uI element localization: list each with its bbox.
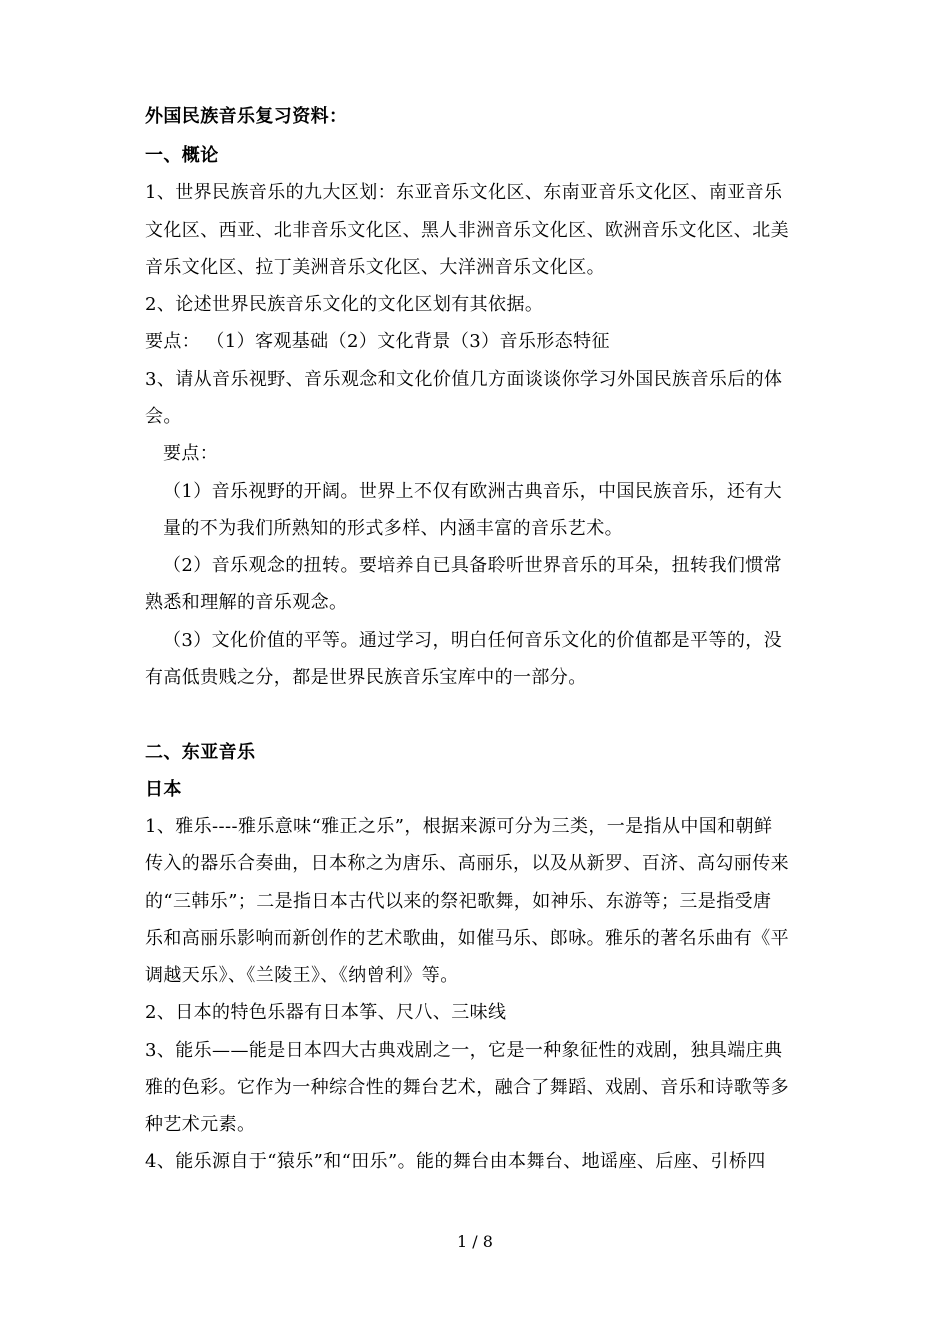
paragraph-line: 调越天乐》、《兰陵王》、《纳曾利》等。 [145,965,459,986]
paragraph-line: 3、能乐——能是日本四大古典戏剧之一，它是一种象征性的戏剧，独具端庄典 [145,1040,783,1061]
paragraph-line: 传入的器乐合奏曲，日本称之为唐乐、高丽乐，以及从新罗、百济、高勾丽传来 [145,853,789,874]
paragraph-line: 2、日本的特色乐器有日本筝、尺八、三味线 [145,1002,507,1023]
paragraph-line: 文化区、西亚、北非音乐文化区、黑人非洲音乐文化区、欧洲音乐文化区、北美 [145,220,789,241]
point-line: （3）文化价值的平等。通过学习，明白任何音乐文化的价值都是平等的，没 [163,630,783,651]
section-heading-overview: 一、概论 [145,145,219,166]
paragraph-line: 要点： （1）客观基础（2）文化背景（3）音乐形态特征 [145,331,610,352]
paragraph-line: 种艺术元素。 [145,1114,256,1135]
point-line: （1）音乐视野的开阔。世界上不仅有欧洲古典音乐，中国民族音乐，还有大 [163,481,783,502]
paragraph-line: 1、世界民族音乐的九大区划：东亚音乐文化区、东南亚音乐文化区、南亚音乐 [145,182,783,203]
point-line: 有高低贵贱之分，都是世界民族音乐宝库中的一部分。 [145,667,587,688]
paragraph-line: 的“三韩乐”；二是指日本古代以来的祭祀歌舞，如神乐、东游等；三是指受唐 [145,891,772,912]
paragraph-line: 3、请从音乐视野、音乐观念和文化价值几方面谈谈你学习外国民族音乐后的体 [145,369,783,390]
point-line: 熟悉和理解的音乐观念。 [145,592,348,613]
points-label: 要点： [163,443,219,464]
paragraph-line: 4、能乐源自于“猿乐”和“田乐”。能的舞台由本舞台、地谣座、后座、引桥四 [145,1151,766,1172]
paragraph-line: 音乐文化区、拉丁美洲音乐文化区、大洋洲音乐文化区。 [145,257,605,278]
paragraph-line: 乐和高丽乐影响而新创作的艺术歌曲，如催马乐、郎咏。雅乐的著名乐曲有《平 [145,928,789,949]
point-line: 量的不为我们所熟知的形式多样、内涵丰富的音乐艺术。 [163,518,623,539]
subheading-japan: 日本 [145,779,182,800]
point-line: （2）音乐观念的扭转。要培养自已具备聆听世界音乐的耳朵，扭转我们惯常 [163,555,783,576]
paragraph-line: 2、论述世界民族音乐文化的文化区划有其依据。 [145,294,544,315]
document-title: 外国民族音乐复习资料： [145,106,348,127]
paragraph-line: 会。 [145,406,182,427]
paragraph-line: 雅的色彩。它作为一种综合性的舞台艺术，融合了舞蹈、戏剧、音乐和诗歌等多 [145,1077,789,1098]
section-heading-east-asia: 二、东亚音乐 [145,742,256,763]
page-number: 1 / 8 [457,1232,493,1251]
paragraph-line: 1、雅乐----雅乐意味“雅正之乐”，根据来源可分为三类，一是指从中国和朝鲜 [145,816,773,837]
